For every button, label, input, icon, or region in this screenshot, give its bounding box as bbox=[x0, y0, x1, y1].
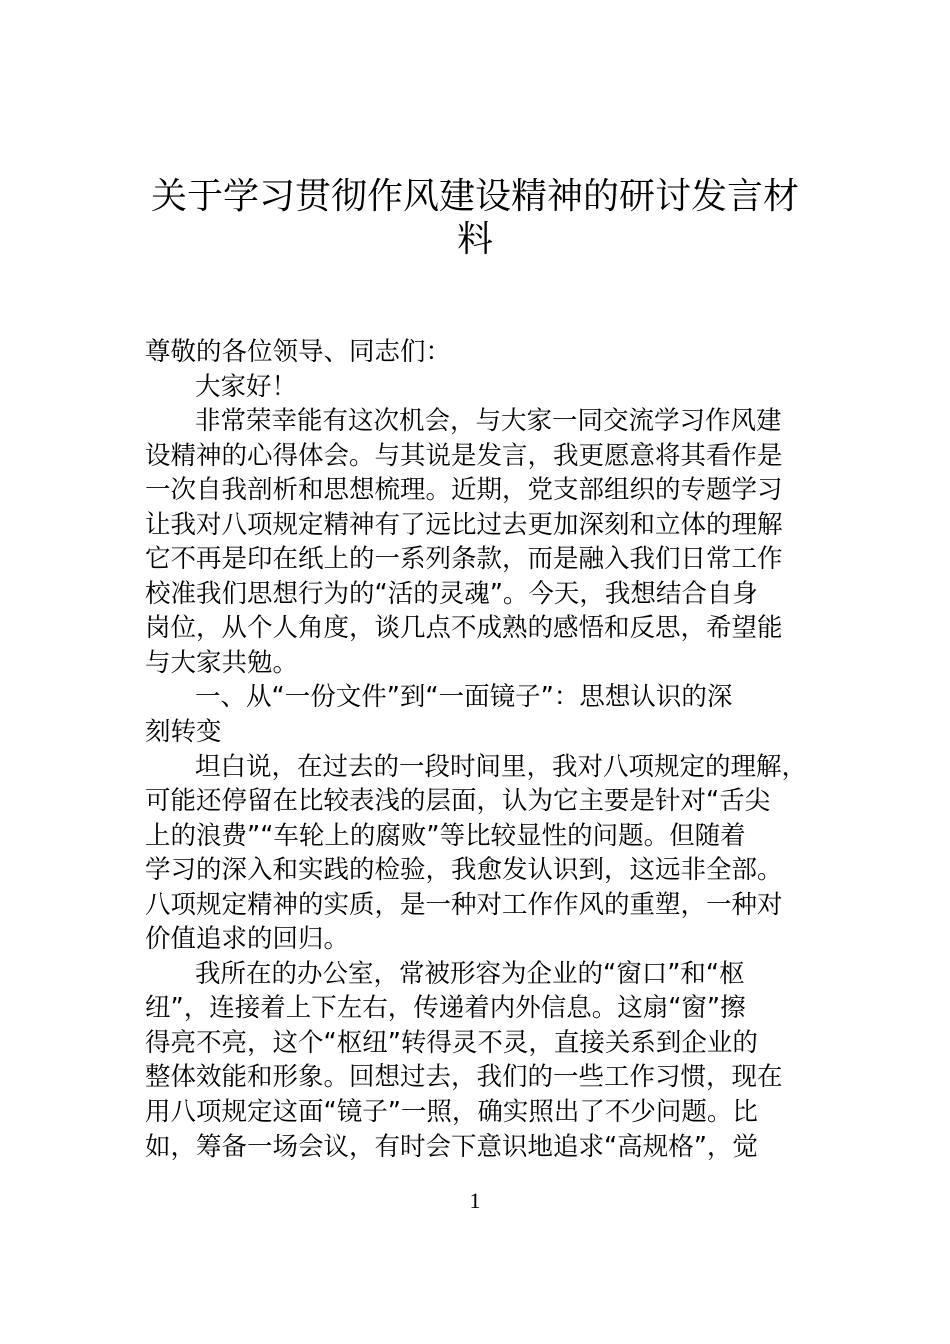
text-line: 学习的深入和实践的检验，我愈发认识到，这远非全部。 bbox=[145, 855, 783, 886]
text-line: 八项规定精神的实质，是一种对工作作风的重塑，一种对 bbox=[145, 889, 783, 920]
document-title-line-1: 关于学习贯彻作风建设精神的研讨发言材 bbox=[150, 176, 799, 217]
text-line: 设精神的心得体会。与其说是发言，我更愿意将其看作是 bbox=[145, 440, 783, 471]
text-line: 非常荣幸能有这次机会，与大家一同交流学习作风建 bbox=[195, 406, 782, 437]
text-line: 坦白说，在过去的一段时间里，我对八项规定的理解， bbox=[195, 751, 808, 782]
text-line: 岗位，从个人角度，谈几点不成熟的感悟和反思，希望能 bbox=[145, 613, 783, 644]
document-body bbox=[145, 335, 815, 1164]
text-line: 刻转变 bbox=[145, 717, 222, 748]
text-line: 让我对八项规定精神有了远比过去更加深刻和立体的理解 bbox=[145, 509, 783, 540]
document-title-line-2: 料 bbox=[456, 219, 493, 260]
text-line: 与大家共勉。 bbox=[145, 647, 299, 678]
text-line: 校准我们思想行为的“活的灵魂”。今天，我想结合自身 bbox=[145, 578, 758, 609]
text-line: 大家好！ bbox=[195, 371, 298, 402]
text-line: 尊敬的各位领导、同志们： bbox=[145, 337, 452, 367]
text-line: 如，筹备一场会议，有时会下意识地追求“高规格”，觉 bbox=[145, 1131, 758, 1162]
text-line: 纽”，连接着上下左右，传递着内外信息。这扇“窗”擦 bbox=[145, 993, 746, 1024]
text-line: 可能还停留在比较表浅的层面，认为它主要是针对“舌尖 bbox=[145, 786, 771, 817]
text-line: 我所在的办公室，常被形容为企业的“窗口”和“枢 bbox=[195, 958, 745, 989]
text-line: 整体效能和形象。回想过去，我们的一些工作习惯，现在 bbox=[145, 1062, 783, 1093]
text-line: 用八项规定这面“镜子”一照，确实照出了不少问题。比 bbox=[145, 1097, 758, 1128]
text-line: 得亮不亮，这个“枢纽”转得灵不灵，直接关系到企业的 bbox=[145, 1027, 758, 1058]
text-line: 一、从“一份文件”到“一面镜子”：思想认识的深 bbox=[195, 682, 733, 713]
text-line: 价值追求的回归。 bbox=[145, 924, 350, 955]
text-line: 上的浪费”“车轮上的腐败”等比较显性的问题。但随着 bbox=[145, 820, 746, 851]
text-line: 它不再是印在纸上的一系列条款，而是融入我们日常工作 bbox=[145, 544, 783, 575]
page-number: 1 bbox=[469, 1188, 481, 1213]
text-line: 一次自我剖析和思想梳理。近期，党支部组织的专题学习 bbox=[145, 475, 783, 506]
